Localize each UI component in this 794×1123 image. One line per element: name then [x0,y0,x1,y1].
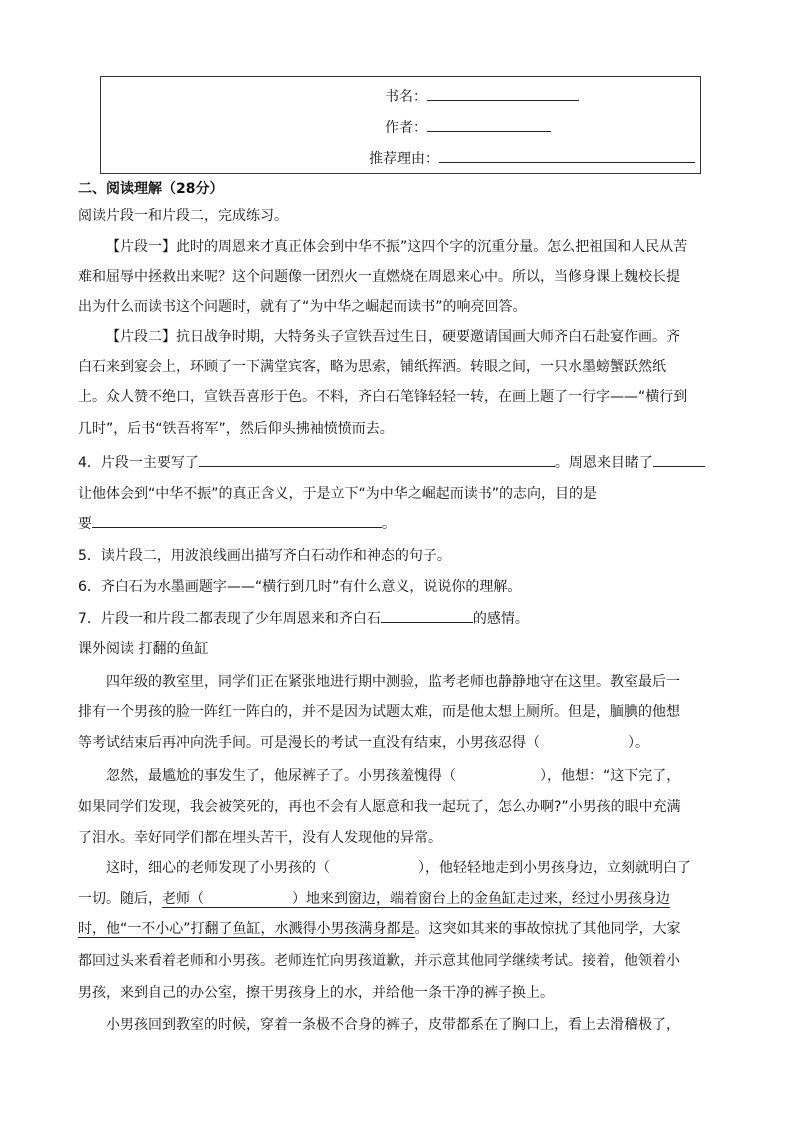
book-recommendation-box [100,76,701,174]
story-line: 了泪水。幸好同学们都在埋头苦干，没有人发现他的异常。 [78,830,442,846]
question-5: 5．读片段二，用波浪线画出描写齐白石动作和神态的句子。 [78,548,451,564]
story-line: 小男孩回到教室的时候，穿着一条极不合身的裤子，皮带都系在了胸口上，看上去滑稽极了， [106,1017,680,1033]
story-text: 老师（ [162,891,204,907]
story-line [78,918,681,938]
book-reason-blank[interactable] [439,148,695,163]
answer-blank[interactable] [199,452,555,467]
book-title-label: 书名： [385,89,427,105]
story-text: ），他轻轻地走到小男孩身边，立刻就明白了 [418,860,691,876]
question-4-line [78,452,705,472]
question-6: 6．齐白石为水墨画题字——“横行到几时”有什么意义，说说你的理解。 [78,579,522,595]
passage2-line: 【片段二】抗日战争时期，大特务头子宣铁吾过生日，硬要邀请国画大师齐白石赴宴作画。齐 [106,329,680,345]
question-7-line [78,608,529,628]
book-author-blank[interactable] [427,117,551,132]
story-line: 四年级的教室里，同学们正在紧张地进行期中测验，监考老师也静静地守在这里。教室最后一 [106,674,680,690]
story-text: 这时，细心的老师发现了小男孩的（ [106,860,330,876]
extra-reading-heading: 课外阅读 打翻的鱼缸 [78,641,209,657]
story-line [78,732,649,752]
story-line: 男孩，来到自己的办公室，擦干男孩身上的水，并给他一条干净的裤子换上。 [78,985,554,1001]
question-4-text: 。周恩来目睹了 [554,455,653,471]
book-reason-label: 推荐理由： [369,151,439,167]
passage1-line: 出为什么而读书这个问题时，就有了“为中华之崛起而读书”的响亮回答。 [78,299,527,315]
story-text: 等考试结束后再冲向洗手间。可是漫长的考试一直没有结束，小男孩忍得（ [78,735,540,751]
section-heading: 二、阅读理解（28分） [78,181,224,197]
story-text: 一切。随后， [78,891,162,907]
question-4-text: 4．片段一主要写了 [78,455,199,471]
story-text: 。这突如其来的事故惊扰了其他同学，大家 [414,921,681,937]
passage2-line: 白石来到宴会上，环顾了一下满堂宾客，略为思索，铺纸挥洒。转眼之间，一只水墨螃蟹跃然纸 [78,359,666,375]
section-instruction: 阅读片段一和片段二，完成练习。 [78,208,288,224]
underlined-sentence: 时，他“一不小心”打翻了鱼缸，水溅得小男孩满身都是 [78,921,415,937]
story-line: 排有一个男孩的脸一阵红一阵白的，并不是因为试题太难，而是他太想上厕所。但是，腼腆的他想 [78,704,680,720]
question-7-text: 的感情。 [472,611,529,627]
answer-blank[interactable] [653,452,705,467]
story-text: ）地来到窗边，端着窗台上的金鱼缸走过来，经过小男孩身边 [292,891,670,907]
book-reason-field [369,148,695,168]
book-title-field [385,86,579,106]
story-text: ），他想：“这下完了， [540,768,681,784]
book-title-blank[interactable] [427,86,579,101]
story-text: ）。 [628,735,649,751]
passage1-line: 难和屈辱中拯救出来呢？这个问题像一团烈火一直燃烧在周恩来心中。所以，当修身课上魏校长提 [78,269,680,285]
question-4-line: 让他体会到“中华不振”的真正含义，于是立下“为中华之崛起而读书”的志向，目的是 [78,486,598,502]
passage2-line: 几时”，后书“铁吾将军”，然后仰头拂袖愤愤而去。 [78,421,394,437]
passage1-line: 【片段一】此时的周恩来才真正体会到中华不振”这四个字的沉重分量。怎么把祖国和人民从苦 [106,239,688,255]
passage2-line: 上。众人赞不绝口，宣铁吾喜形于色。不料，齐白石笔锋轻轻一转，在画上题了一行字——“横行到 [78,389,688,405]
question-7-text: 7．片段一和片段二都表现了少年周恩来和齐白石 [78,611,381,627]
answer-blank[interactable] [92,513,382,528]
story-line [106,857,691,877]
story-line: 如果同学们发现，我会被笑死的，再也不会有人愿意和我一起玩了，怎么办啊?”小男孩的眼中充满 [78,799,681,815]
question-4-line [78,513,396,533]
question-4-text: 要 [78,516,92,532]
underlined-sentence [162,891,670,908]
book-author-field [385,117,551,137]
book-author-label: 作者： [385,120,427,136]
answer-blank[interactable] [381,608,473,623]
question-4-text: 。 [382,516,396,532]
story-line [78,888,670,908]
story-text: 忽然，最尴尬的事发生了，他尿裤子了。小男孩羞愧得（ [106,768,456,784]
story-line: 都回过头来看着老师和小男孩。老师连忙向男孩道歉，并示意其他同学继续考试。接着，他领着小 [78,953,680,969]
story-line [106,765,680,785]
